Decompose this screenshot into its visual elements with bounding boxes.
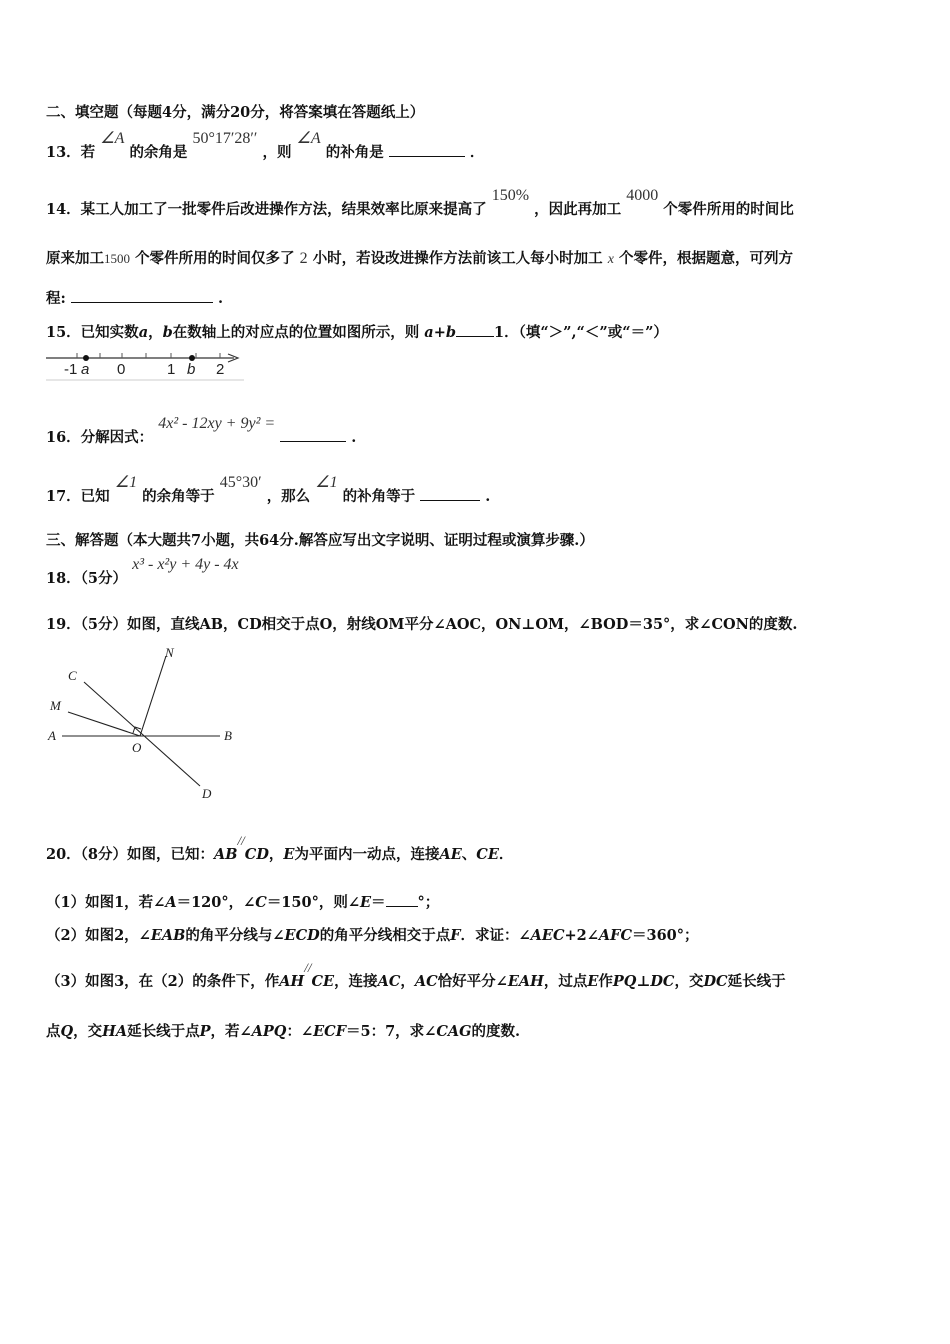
q14-answer-blank[interactable] (71, 288, 213, 303)
q14-l3b: . (217, 290, 224, 307)
q18-expr: x³ - x²y + 4y - 4x (132, 556, 239, 573)
q13-t3: 的补角是 (325, 144, 384, 161)
q20-comma: ， (268, 846, 284, 863)
q17-t2: ，那么 (266, 488, 311, 505)
q20-p2-f: F (450, 927, 461, 944)
question-14-line-1 (46, 187, 794, 219)
q20-p4e: ：∠ (286, 1023, 314, 1040)
q14-l1c: 个零件所用的时间比 (663, 201, 794, 218)
q20-p4c: 延长线于点 (127, 1023, 200, 1040)
q20-p1a: （1）如图1，若∠ (46, 894, 166, 911)
question-17 (46, 474, 491, 506)
q13-end: ． (469, 144, 485, 161)
q14-x: x (607, 252, 614, 267)
q15-ab: a+b (424, 324, 456, 341)
q17-angle: ∠1 (114, 474, 138, 491)
q20-e: E (283, 846, 295, 863)
question-14-line-3 (46, 288, 223, 308)
q20-intro: 20．（8分）如图，已知： (46, 846, 215, 863)
q20-p3-ac: AC (377, 973, 401, 990)
q15-text-c: 1．（填“＞”,“＜”或“＝”） (493, 324, 668, 341)
q20-p3b: ，连接 (334, 973, 378, 990)
question-20-part-3 (46, 960, 786, 991)
q15-answer-blank[interactable] (456, 322, 494, 337)
question-20-part-2 (46, 927, 699, 945)
q17-t1: 的余角等于 (142, 488, 215, 505)
question-20 (46, 833, 514, 864)
q20-p2f: ＝360°； (632, 927, 699, 944)
q20-p2-afc: AFC (598, 927, 632, 944)
label-n: N (165, 645, 174, 660)
question-14-line-2 (46, 250, 793, 269)
q20-p3-ah: AH (279, 973, 305, 990)
q20-p4g: 的度数. (471, 1023, 521, 1040)
question-20-part-1 (46, 892, 439, 912)
q20-p1-E: E (359, 894, 372, 911)
q16-answer-blank[interactable] (280, 427, 346, 442)
q20-p3-pq: PQ (612, 973, 637, 990)
q20-p1c: ＝150°，则∠ (266, 894, 360, 911)
q20-end: ． (498, 846, 514, 863)
q20-ab: AB (214, 846, 238, 863)
label-c: C (68, 668, 77, 683)
q20-p3-ce: CE (311, 973, 335, 990)
q20-p3i: 延长线于 (727, 973, 786, 990)
question-18 (46, 556, 239, 588)
q15-a: a (138, 324, 149, 341)
q20-p3-e: E (587, 973, 599, 990)
q17-t3: 的补角等于 (342, 488, 416, 505)
q17-angle2: ∠1 (315, 474, 338, 491)
q20-p1d: ＝ (371, 894, 386, 911)
q20-p2d: ．求证：∠ (460, 927, 531, 944)
q20-p1b: ＝120°，∠ (176, 894, 256, 911)
q20-p4-apq: APQ (251, 1023, 287, 1040)
label-d: D (202, 786, 212, 801)
q20-p3c: ， (400, 973, 415, 990)
q14-n4000: 4000 (626, 187, 659, 204)
q14-l2d: 个零件，根据题意，可列方 (619, 250, 794, 267)
q15-b: b (162, 324, 173, 341)
q20-p3f: 作 (598, 973, 613, 990)
q15-text-b: 在数轴上的对应点的位置如图所示，则 (172, 324, 420, 341)
axis-label-neg1: -1 (64, 361, 78, 378)
q20-p4-q: Q (60, 1023, 74, 1040)
q17-answer-blank[interactable] (420, 486, 480, 501)
q20-p4b: ，交 (73, 1023, 103, 1040)
q14-pct: 150% (491, 187, 530, 204)
q20-p2-ecd: ECD (284, 927, 320, 944)
q19-figure-svg (44, 640, 244, 805)
q14-n1500: 1500 (104, 251, 130, 266)
q17-end: . (485, 488, 491, 505)
q13-num: 13．若 (46, 144, 96, 161)
q17-value: 45°30′ (219, 474, 262, 491)
q20-p3a: （3）如图3，在（2）的条件下，作 (46, 973, 280, 990)
q20-p4-ha: HA (102, 1023, 128, 1040)
q20-p4f: ＝5：7，求∠ (346, 1023, 437, 1040)
q20-cd: CD (244, 846, 269, 863)
axis-label-1: 1 (167, 361, 176, 378)
q20-p3g: ⊥ (636, 973, 651, 990)
q20-p3-ac2: AC (414, 973, 438, 990)
axis-label-0: 0 (117, 361, 126, 378)
q13-t1: 的余角是 (129, 144, 188, 161)
axis-label-b: b (187, 361, 196, 378)
line-cd (84, 682, 200, 786)
label-m: M (50, 698, 61, 713)
q19-figure (44, 640, 244, 805)
q13-angle2: ∠A (296, 130, 321, 147)
question-13 (46, 130, 485, 162)
q16-num: 16．分解因式： (46, 429, 154, 446)
section-2-title: 二、填空题（每题4分，满分20分，将答案填在答题纸上） (46, 104, 425, 121)
q14-l1b: ，因此再加工 (534, 201, 622, 218)
q20-p2a: （2）如图2，∠ (46, 927, 151, 944)
axis-label-2: 2 (216, 361, 225, 378)
q14-l3a: 程: (46, 290, 66, 307)
q15-text-a: 15．已知实数 (46, 324, 139, 341)
q20-p2-eab: EAB (150, 927, 186, 944)
q20-ae: AE (439, 846, 462, 863)
q14-n2: 2 (299, 250, 308, 267)
q14-l2c: 小时，若设改进操作方法前该工人每小时加工 (312, 250, 603, 267)
q20-p2c: 的角平分线相交于点 (319, 927, 451, 944)
q20-p4d: ，若∠ (210, 1023, 252, 1040)
q20-p3-parallel: // (304, 960, 312, 975)
label-a: A (48, 728, 56, 743)
q20-p1-A: A (165, 894, 177, 911)
q20-p3h: ，交 (674, 973, 704, 990)
label-b: B (224, 728, 232, 743)
q16-end: . (351, 429, 357, 446)
q13-angle: ∠A (100, 130, 125, 147)
q20-p4-p: P (199, 1023, 211, 1040)
q14-l1a: 14．某工人加工了一批零件后改进操作方法，结果效率比原来提高了 (46, 201, 487, 218)
q20-p3e: ，过点 (543, 973, 588, 990)
q13-value: 50°17′28′′ (192, 130, 258, 147)
q20-p4a: 点 (46, 1023, 61, 1040)
q14-l2b: 个零件所用的时间仅多了 (135, 250, 295, 267)
question-19: 19．（5分）如图，直线AB，CD相交于点O，射线OM平分∠AOC，ON⊥OM，∠BOD＝35°，求∠CON的度数. (46, 616, 798, 633)
q14-l2a: 原来加工 (46, 250, 104, 267)
ray-on (140, 656, 166, 736)
q20-p3-dc2: DC (703, 973, 728, 990)
q13-answer-blank[interactable] (389, 142, 465, 157)
question-16 (46, 415, 357, 447)
q20-p2e: +2∠ (564, 927, 599, 944)
q20-p2-aec: AEC (530, 927, 565, 944)
question-20-part-3-cont (46, 1023, 520, 1041)
q20-ce: CE (476, 846, 499, 863)
ray-om (68, 712, 140, 736)
q17-num: 17．已知 (46, 488, 110, 505)
q20-parallel: // (237, 833, 245, 848)
q13-t2: ，则 (262, 144, 292, 161)
q16-expr: 4x² - 12xy + 9y² = (158, 415, 276, 432)
q20-p2b: 的角平分线与∠ (185, 927, 285, 944)
q20-p3-eah: EAH (507, 973, 544, 990)
q20-sep: 、 (461, 846, 477, 863)
q20-p1-C: C (255, 894, 267, 911)
axis-label-a: a (81, 361, 90, 378)
question-15 (46, 322, 668, 342)
q20-p4-cag: CAG (436, 1023, 472, 1040)
q20-p1-answer-blank[interactable] (386, 892, 418, 907)
q15-comma: ， (148, 324, 163, 341)
q20-p1e: °； (417, 894, 440, 911)
q20-p4-ecf: ECF (313, 1023, 346, 1040)
q18-num: 18．（5分） (46, 570, 128, 587)
section-3-title: 三、解答题（本大题共7小题，共64分.解答应写出文字说明、证明过程或演算步骤.） (46, 532, 594, 549)
number-line-figure (44, 348, 246, 382)
label-o: O (132, 740, 142, 755)
q20-text-c: 为平面内一动点，连接 (294, 846, 440, 863)
q20-p3-dc: DC (650, 973, 675, 990)
q20-p3d: 恰好平分∠ (437, 973, 508, 990)
